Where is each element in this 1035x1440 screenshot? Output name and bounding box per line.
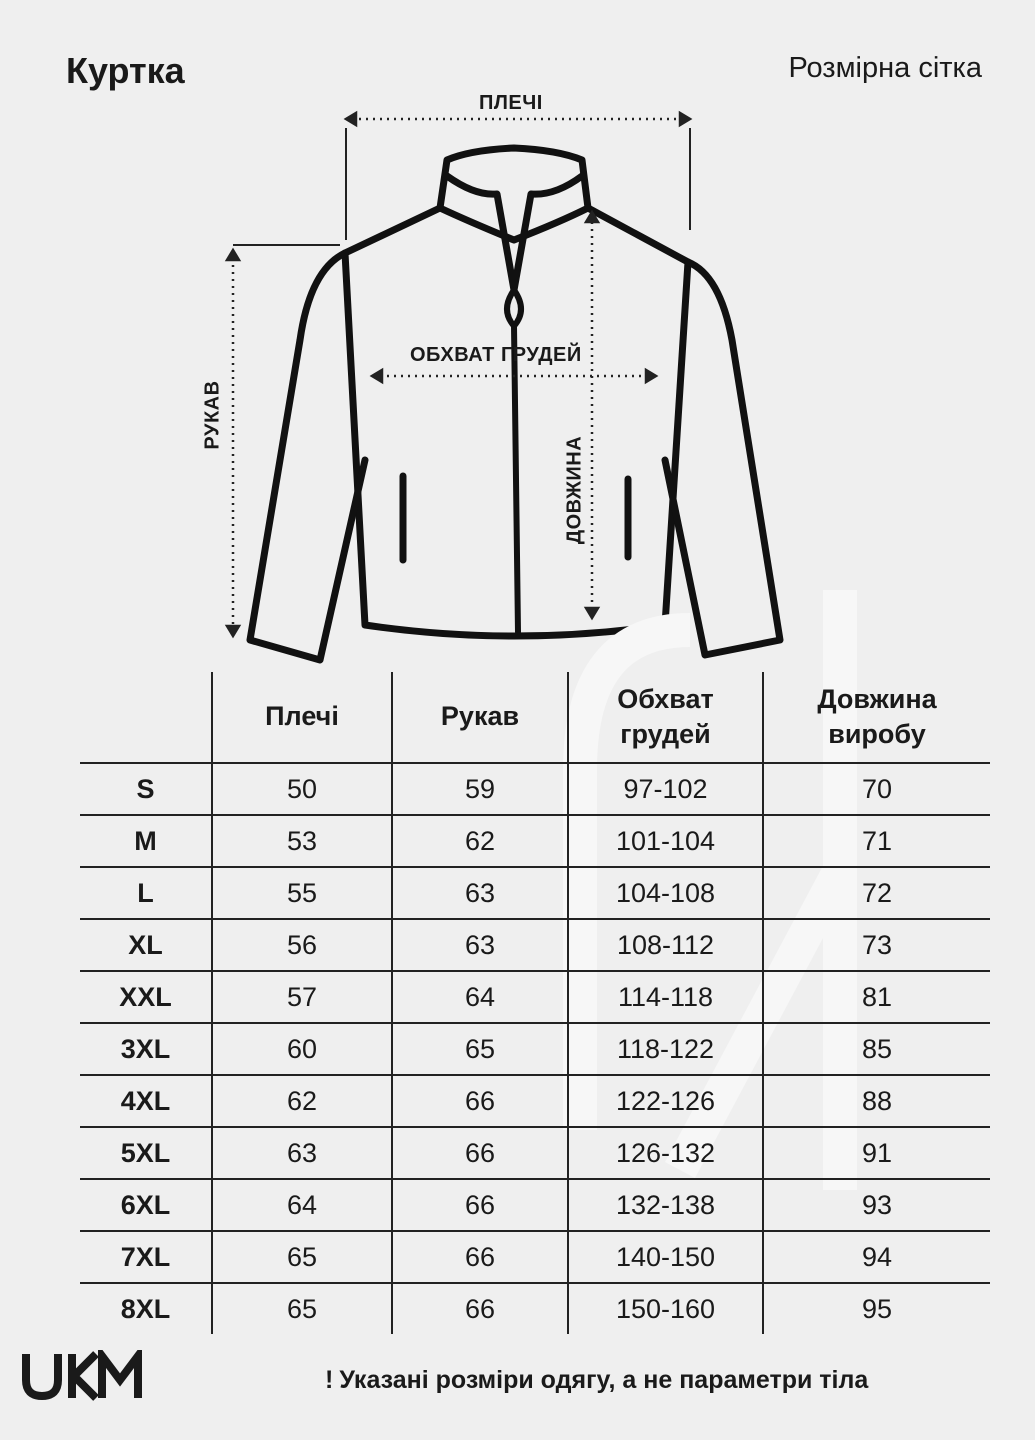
length-cell: 70	[763, 763, 990, 815]
sleeve-cell: 66	[392, 1231, 568, 1283]
page-subtitle: Розмірна сітка	[788, 52, 982, 84]
size-table-header	[80, 672, 990, 763]
chest-cell: 101-104	[568, 815, 763, 867]
size-cell: 5XL	[80, 1127, 212, 1179]
sleeve-cell: 66	[392, 1283, 568, 1334]
header-size	[80, 672, 212, 763]
chest-cell: 114-118	[568, 971, 763, 1023]
shoulders-cell: 65	[212, 1231, 392, 1283]
table-row	[80, 1179, 990, 1231]
sleeve-cell: 65	[392, 1023, 568, 1075]
chest-cell: 150-160	[568, 1283, 763, 1334]
shoulders-cell: 65	[212, 1283, 392, 1334]
header-sleeve: Рукав	[392, 672, 568, 763]
sleeve-cell: 66	[392, 1075, 568, 1127]
table-row	[80, 815, 990, 867]
size-cell: S	[80, 763, 212, 815]
shoulders-cell: 55	[212, 867, 392, 919]
size-cell: 4XL	[80, 1075, 212, 1127]
jacket-outline	[250, 148, 780, 660]
table-row	[80, 867, 990, 919]
sleeve-cell: 62	[392, 815, 568, 867]
warning-mark: !	[325, 1366, 334, 1394]
sleeve-cell: 59	[392, 763, 568, 815]
table-row	[80, 1231, 990, 1283]
disclaimer-note	[325, 1366, 868, 1395]
table-row	[80, 971, 990, 1023]
disclaimer-text: Указані розміри одягу, а не параметри тіла	[339, 1366, 869, 1394]
table-row	[80, 1283, 990, 1334]
chest-cell: 108-112	[568, 919, 763, 971]
length-cell: 88	[763, 1075, 990, 1127]
chest-cell: 126-132	[568, 1127, 763, 1179]
length-cell: 73	[763, 919, 990, 971]
table-row	[80, 1023, 990, 1075]
size-cell: 6XL	[80, 1179, 212, 1231]
shoulders-dimension-label: ПЛЕЧІ	[479, 92, 543, 114]
length-cell: 91	[763, 1127, 990, 1179]
length-dimension-label: ДОВЖИНА	[563, 435, 586, 545]
length-cell: 72	[763, 867, 990, 919]
size-cell: L	[80, 867, 212, 919]
sleeve-dimension-label: РУКАВ	[201, 380, 224, 450]
size-cell: 8XL	[120, 1293, 171, 1324]
header-shoulders: Плечі	[212, 672, 392, 763]
shoulders-cell: 56	[212, 919, 392, 971]
ukm-logo	[20, 1350, 145, 1402]
chest-cell: 122-126	[568, 1075, 763, 1127]
page-title: Куртка	[66, 50, 185, 91]
size-cell: 3XL	[80, 1023, 212, 1075]
shoulders-cell: 60	[212, 1023, 392, 1075]
length-cell: 71	[763, 815, 990, 867]
size-cell: XXL	[80, 971, 212, 1023]
shoulders-cell: 62	[212, 1075, 392, 1127]
chest-cell: 132-138	[568, 1179, 763, 1231]
chest-cell: 140-150	[568, 1231, 763, 1283]
sleeve-cell: 66	[392, 1127, 568, 1179]
sleeve-cell: 63	[392, 919, 568, 971]
table-row	[80, 1127, 990, 1179]
length-cell: 93	[763, 1179, 990, 1231]
header-length: Довжина виробу	[763, 672, 990, 763]
length-cell: 81	[763, 971, 990, 1023]
sleeve-cell: 64	[392, 971, 568, 1023]
shoulders-cell: 50	[212, 763, 392, 815]
shoulders-cell: 63	[212, 1127, 392, 1179]
sleeve-cell: 63	[392, 867, 568, 919]
length-cell: 95	[763, 1283, 990, 1334]
sleeve-cell: 66	[392, 1179, 568, 1231]
length-cell: 94	[763, 1231, 990, 1283]
table-row	[80, 919, 990, 971]
size-table	[80, 672, 990, 1334]
table-row	[80, 763, 990, 815]
size-cell: XL	[80, 919, 212, 971]
shoulders-cell: 57	[212, 971, 392, 1023]
chest-dimension-label: ОБХВАТ ГРУДЕЙ	[410, 344, 582, 366]
chest-cell: 97-102	[568, 763, 763, 815]
shoulders-cell: 64	[212, 1179, 392, 1231]
chest-cell: 104-108	[568, 867, 763, 919]
header-chest: Обхват грудей	[568, 672, 763, 763]
chest-cell: 118-122	[568, 1023, 763, 1075]
size-cell: 7XL	[80, 1231, 212, 1283]
table-row	[80, 1075, 990, 1127]
shoulders-cell: 53	[212, 815, 392, 867]
size-cell: M	[80, 815, 212, 867]
length-cell: 85	[763, 1023, 990, 1075]
